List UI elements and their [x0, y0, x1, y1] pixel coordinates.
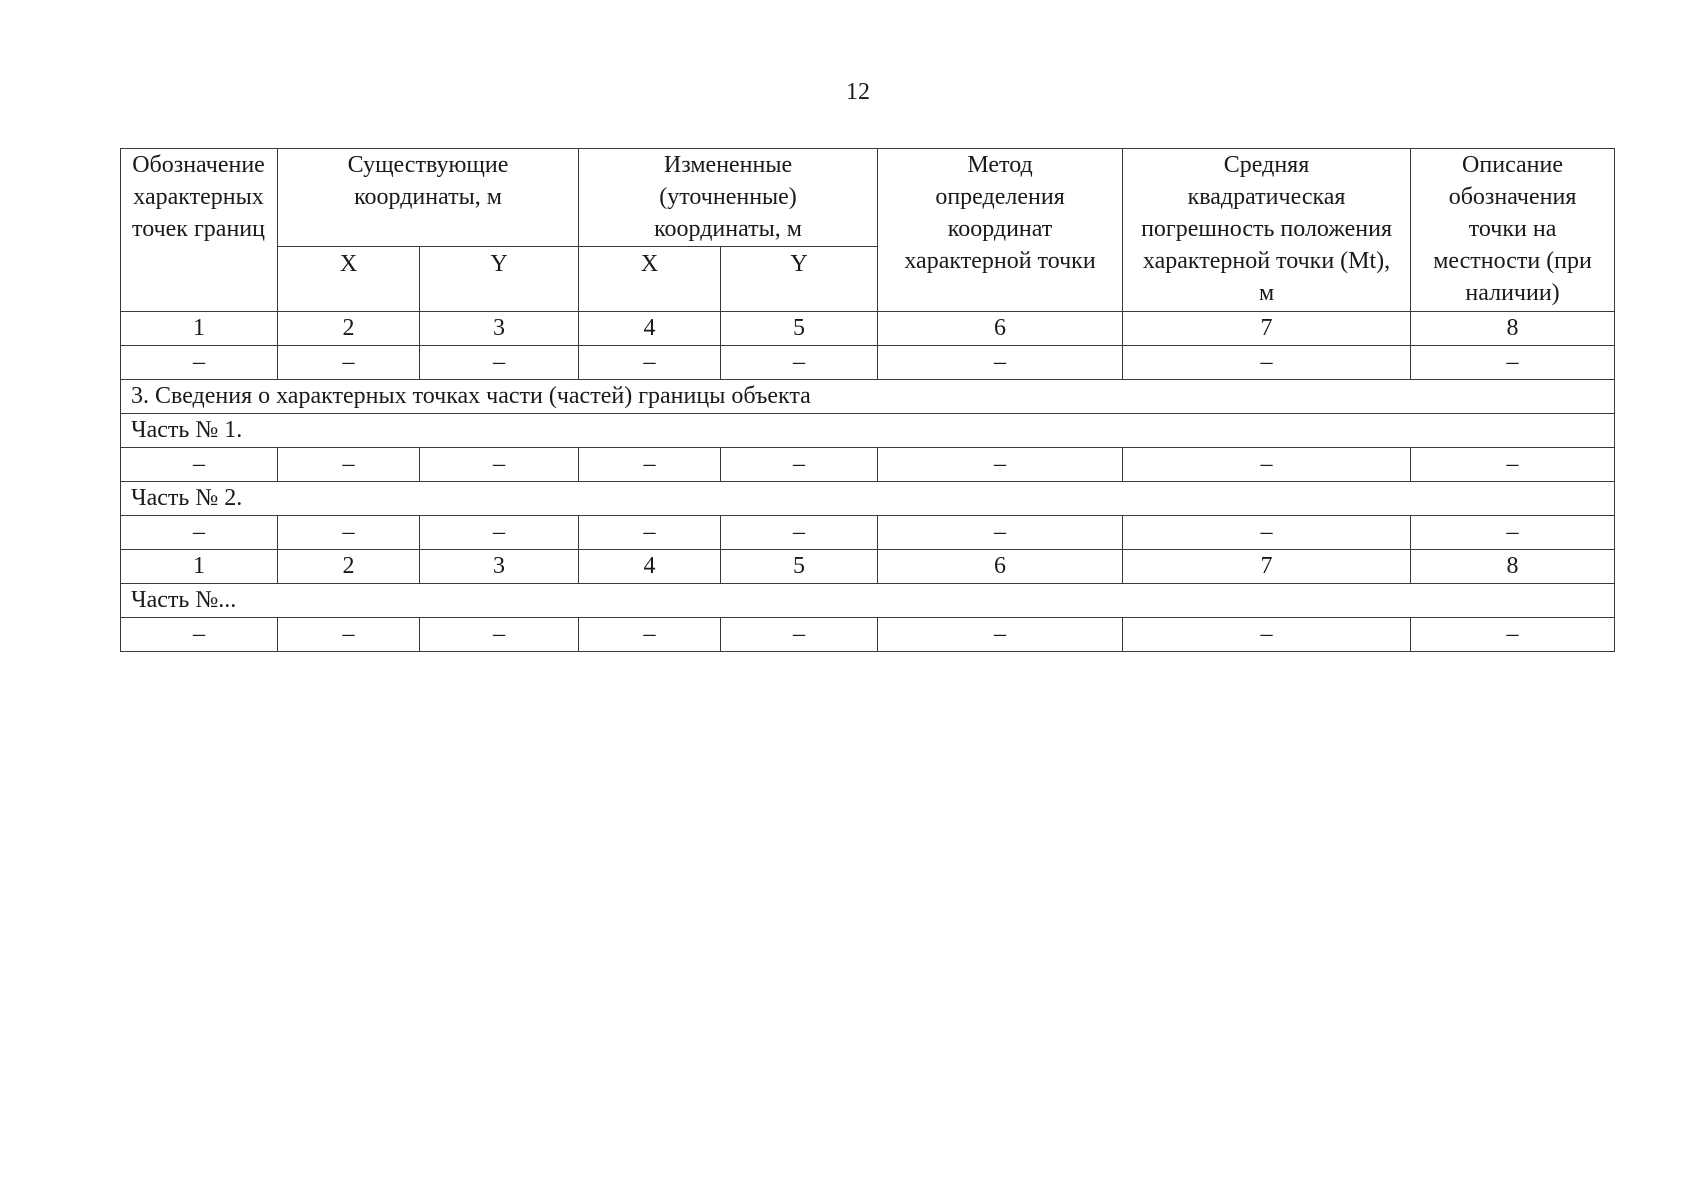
column-number: 8: [1411, 550, 1615, 584]
table-cell: –: [420, 448, 579, 482]
part-row: [121, 482, 1615, 516]
column-number: 3: [420, 550, 579, 584]
table-cell: –: [1123, 516, 1411, 550]
header-method: Метод определения координат характерной точки: [878, 149, 1123, 312]
part-row: [121, 414, 1615, 448]
table-cell: –: [1411, 346, 1615, 380]
table-cell: –: [579, 448, 721, 482]
header-description: Описание обозначения точки на местности (при наличии): [1411, 149, 1615, 312]
table-cell: –: [1123, 448, 1411, 482]
table-cell: –: [1123, 618, 1411, 652]
table-cell: –: [420, 618, 579, 652]
header-error: Средняя квадратическая погрешность положения характерной точки (Mt), м: [1123, 149, 1411, 312]
table-cell: –: [121, 448, 278, 482]
header-existing-x: X: [278, 247, 420, 312]
section-row: [121, 380, 1615, 414]
header-changed-y: Y: [721, 247, 878, 312]
table-row: [121, 618, 1615, 652]
table-cell: –: [278, 448, 420, 482]
table-cell: –: [420, 346, 579, 380]
column-number-row: [121, 550, 1615, 584]
column-number: 3: [420, 312, 579, 346]
column-number: 4: [579, 550, 721, 584]
table-cell: –: [1411, 516, 1615, 550]
table-cell: –: [878, 516, 1123, 550]
table-cell: –: [878, 618, 1123, 652]
column-number: 2: [278, 550, 420, 584]
table-cell: –: [278, 516, 420, 550]
table-cell: –: [579, 618, 721, 652]
table-header-row: [121, 149, 1615, 247]
table-cell: –: [1411, 448, 1615, 482]
column-number: 6: [878, 550, 1123, 584]
header-existing-coords: Существующие координаты, м: [278, 149, 579, 247]
part-1-label: Часть № 1.: [121, 414, 1615, 448]
table-row: [121, 516, 1615, 550]
column-number: 2: [278, 312, 420, 346]
table-cell: –: [721, 448, 878, 482]
part-n-label: Часть №...: [121, 584, 1615, 618]
table-cell: –: [278, 346, 420, 380]
header-existing-y: Y: [420, 247, 579, 312]
column-number: 7: [1123, 550, 1411, 584]
section-title: 3. Сведения о характерных точках части (частей) границы объекта: [121, 380, 1615, 414]
table-cell: –: [121, 516, 278, 550]
table-row: [121, 346, 1615, 380]
table-cell: –: [420, 516, 579, 550]
column-number: 5: [721, 550, 878, 584]
table-cell: –: [278, 618, 420, 652]
table-cell: –: [121, 346, 278, 380]
table-cell: –: [721, 516, 878, 550]
header-changed-x: X: [579, 247, 721, 312]
table-cell: –: [1123, 346, 1411, 380]
column-number: 1: [121, 550, 278, 584]
part-2-label: Часть № 2.: [121, 482, 1615, 516]
column-number: 5: [721, 312, 878, 346]
column-number-row: [121, 312, 1615, 346]
table-cell: –: [579, 346, 721, 380]
table-cell: –: [721, 346, 878, 380]
table-cell: –: [878, 448, 1123, 482]
part-row: [121, 584, 1615, 618]
table-cell: –: [878, 346, 1123, 380]
header-designation: Обозначение характерных точек границ: [121, 149, 278, 312]
table-cell: –: [579, 516, 721, 550]
header-changed-coords: Измененные (уточненные) координаты, м: [579, 149, 878, 247]
table-cell: –: [721, 618, 878, 652]
table-cell: –: [121, 618, 278, 652]
page-number: 12: [846, 79, 870, 105]
table-row: [121, 448, 1615, 482]
column-number: 1: [121, 312, 278, 346]
column-number: 6: [878, 312, 1123, 346]
coordinates-table: [120, 148, 1615, 652]
column-number: 8: [1411, 312, 1615, 346]
column-number: 4: [579, 312, 721, 346]
column-number: 7: [1123, 312, 1411, 346]
table-cell: –: [1411, 618, 1615, 652]
